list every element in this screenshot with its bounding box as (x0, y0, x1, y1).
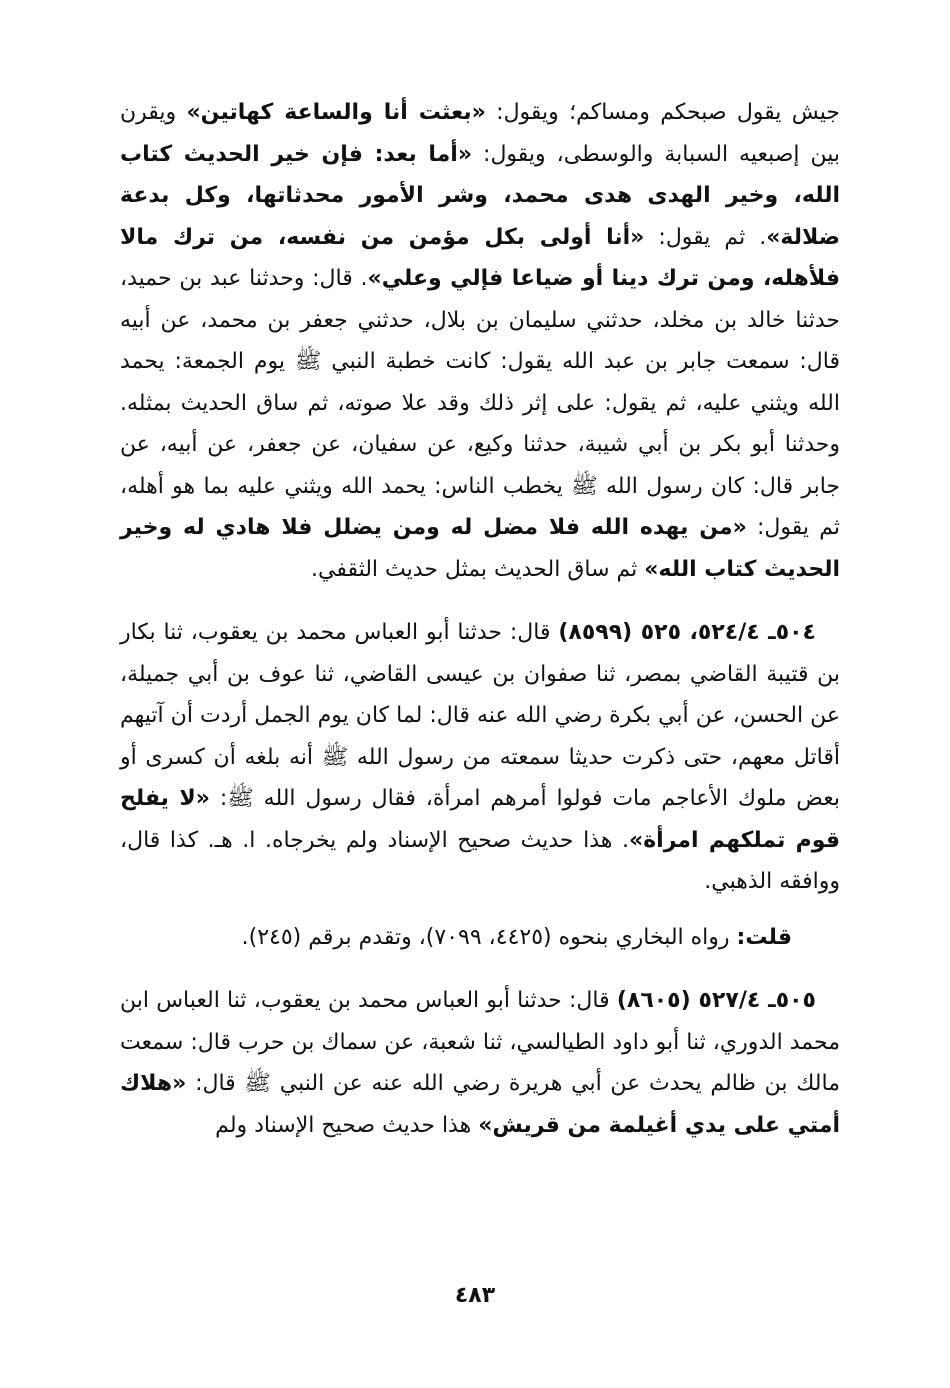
bold-quote: «أما بعد: فإن خير الحديث كتاب الله، وخير الهدى هدى محمد، وشر الأمور محدثاتها، وكل بدعة ضلالة» (120, 141, 840, 250)
text-segment: هذا حديث صحيح الإسناد ولم (215, 1112, 479, 1138)
note-label: قلت: (736, 924, 792, 950)
bold-quote: «بعثت أنا والساعة كهاتين» (186, 100, 486, 125)
text-segment: . ثم يقول: (644, 224, 767, 250)
hadith-number: ٥٠٥ـ ٥٢٧/٤ (٨٦٠٥) (616, 988, 816, 1013)
hadith-number: ٥٠٤ـ ٥٢٤/٤، ٥٢٥ (٨٥٩٩) (558, 620, 816, 645)
page-number: ٤٨٣ (454, 1283, 496, 1308)
text-segment: . قال: وحدثنا عبد بن حميد، حدثنا خالد بن مخلد، حدثني سليمان بن بلال، حدثني جعفر بن محمد، عن أبيه قال: سمعت جابر بن عبد الله يقول: كانت خطبة النبي ﷺ يوم الجمعة: يحمد الله ويثني عليه، ثم يقول: على إثر ذلك وقد علا صوته، ثم ساق الحديث بمثله. وحدثنا أبو بكر بن أبي شيبة، حدثنا وكيع، عن سفيان، عن جعفر، عن أبيه، عن جابر قال: كان رسول الله ﷺ يخطب الناس: يحمد الله ويثني عليه بما هو أهله، ثم يقول: (120, 266, 840, 540)
text-segment: رواه البخاري بنحوه (٤٤٢٥، ٧٠٩٩)، وتقدم برقم (٢٤٥). (241, 924, 737, 950)
bold-quote: «لا يفلح قوم تملكهم امرأة» (120, 786, 840, 853)
bold-quote: «هلاك أمتي على يدي أغيلمة من قريش» (120, 1071, 840, 1138)
paragraph-continuation (120, 92, 840, 590)
text-segment: قال: حدثنا أبو العباس محمد بن يعقوب، ثنا العباس ابن محمد الدوري، ثنا أبو داود الطيالسي، ثنا شعبة، عن سماك بن حرب قال: سمعت مالك بن ظالم يحدث عن أبي هريرة رضي الله عنه عن النبي ﷺ قال: (120, 988, 840, 1096)
paragraph-hadith-504 (120, 612, 840, 903)
note-paragraph (120, 917, 840, 959)
paragraph-gap (120, 903, 840, 917)
bold-quote: «أنا أولى بكل مؤمن من نفسه، من ترك مالا فلأهله، ومن ترك دينا أو ضياعا فإلي وعلي» (120, 224, 840, 291)
text-segment: قال: حدثنا أبو العباس محمد بن يعقوب، ثنا بكار بن قتيبة القاضي بمصر، ثنا صفوان بن عيسى القاضي، ثنا عوف بن أبي جميلة، عن الحسن، عن أبي بكرة رضي الله عنه قال: لما كان يوم الجمل أردت أن آتيهم أقاتل معهم، حتى ذكرت حديثا سمعته من رسول الله ﷺ أنه بلغه أن كسرى أو بعض ملوك الأعاجم مات فولوا أمرهم امرأة، فقال رسول الله ﷺ: (120, 620, 840, 811)
paragraph-gap (120, 958, 840, 980)
text-segment: . هذا حديث صحيح الإسناد ولم يخرجاه. ا. هـ. كذا قال، ووافقه الذهبي. (120, 827, 840, 894)
text-segment: ثم ساق الحديث بمثل حديث الثقفي. (311, 556, 645, 582)
paragraph-gap (120, 590, 840, 612)
paragraph-hadith-505 (120, 980, 840, 1146)
text-segment: جيش يقول صبحكم ومساكم؛ ويقول: (485, 100, 840, 125)
text-segment: ويقرن بين إصبعيه السبابة والوسطى، ويقول: (120, 100, 840, 167)
bold-quote: «من يهده الله فلا مضل له ومن يضلل فلا هادي له وخير الحديث كتاب الله» (120, 515, 840, 582)
document-page (120, 92, 840, 1332)
